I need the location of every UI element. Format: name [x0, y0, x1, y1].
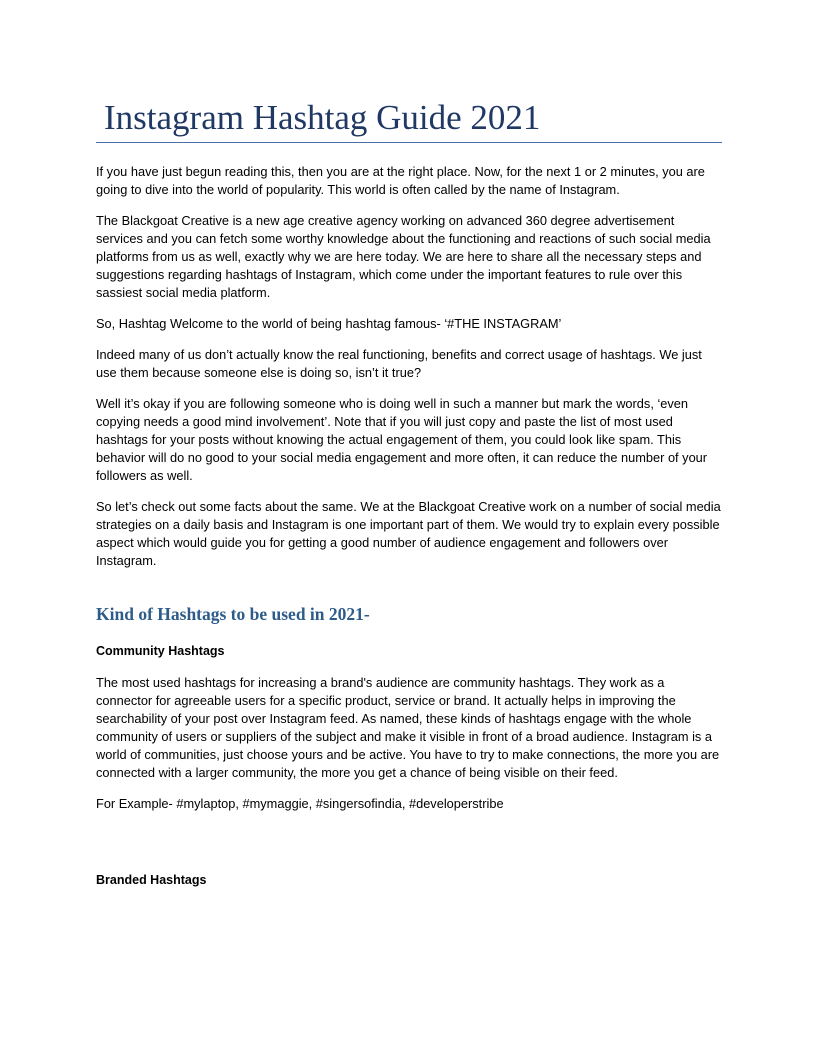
branded-hashtags-heading: Branded Hashtags [96, 873, 207, 887]
title-underline [96, 142, 722, 143]
paragraph: Well it’s okay if you are following someone who is doing well in such a manner but mark the words, ‘even copying needs a good mind involvement’. Note that if you will just copy and paste the list of most used hashtags for your posts without knowing the actual engagement of them, you could look like spam. This behavior will do no good to your social media engagement and more often, it can reduce the number of your followers as well. [96, 396, 708, 483]
paragraph: Indeed many of us don’t actually know the real functioning, benefits and correct usage of hashtags. We just use them because someone else is doing so, isn’t it true? [96, 347, 702, 380]
community-hashtags-text: The most used hashtags for increasing a brand's audience are community hashtags. They work as a connector for agreeable users for a specific product, service or brand. It actually helps in improving the searchability of your post over Instagram feed. As named, these kinds of hashtags engage with the whole community of users or suppliers of the subject and make it visible in front of a broad audience. Instagram is a world of communities, just choose yours and be active. You have to try to make connections, the more you are connected with a larger community, the more you get a chance of being visible on their feed. [96, 675, 720, 780]
paragraph: If you have just begun reading this, then you are at the right place. Now, for the next 1 or 2 minutes, you are going to dive into the world of popularity. This world is often called by the name of Instagram. [96, 164, 705, 197]
paragraph: The Blackgoat Creative is a new age creative agency working on advanced 360 degree advertisement services and you can fetch some worthy knowledge about the functioning and reactions of such social media platforms from us as well, exactly why we are here today. We are here to share all the necessary steps and suggestions regarding hashtags of Instagram, which come under the important features to rule over this sassiest social media platform. [96, 213, 711, 300]
community-hashtags-example: For Example- #mylaptop, #mymaggie, #singersofindia, #developerstribe [96, 796, 504, 811]
document-title: Instagram Hashtag Guide 2021 [104, 98, 541, 137]
paragraph: So let’s check out some facts about the same. We at the Blackgoat Creative work on a number of social media strategies on a daily basis and Instagram is one important part of them. We would try to explain every possible aspect which would guide you for getting a good number of audience engagement and followers over Instagram. [96, 499, 721, 568]
community-hashtags-heading: Community Hashtags [96, 644, 225, 658]
spacer [96, 826, 722, 871]
paragraph: So, Hashtag Welcome to the world of being hashtag famous- ‘#THE INSTAGRAM’ [96, 316, 562, 331]
document-body [96, 163, 722, 903]
section-heading: Kind of Hashtags to be used in 2021- [96, 604, 370, 624]
